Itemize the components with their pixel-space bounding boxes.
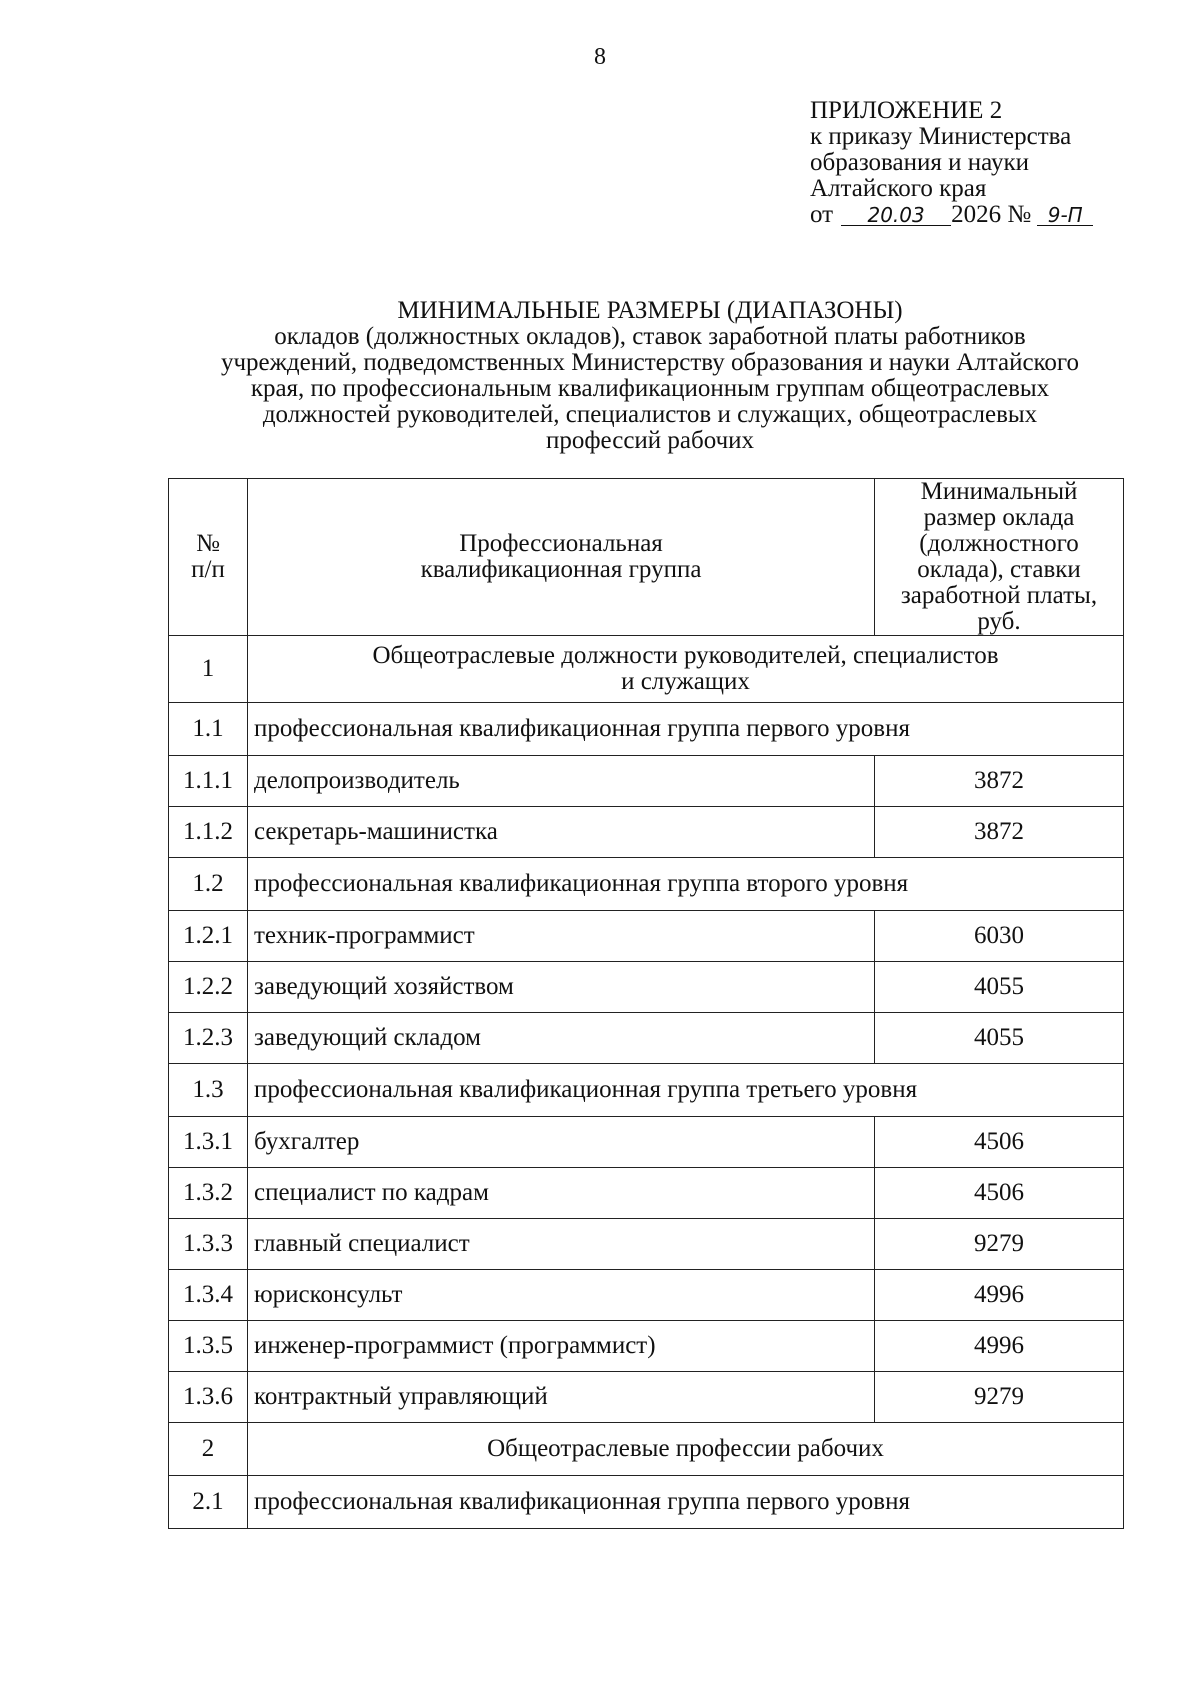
row-number: 1.3.3 (169, 1219, 248, 1270)
group-row (169, 1064, 1124, 1117)
section-number: 2 (169, 1423, 248, 1476)
row-salary: 4055 (875, 1013, 1124, 1064)
title-line: окладов (должностных окладов), ставок заработной платы работников (274, 323, 1026, 350)
row-salary: 6030 (875, 911, 1124, 962)
appendix-date-line (810, 202, 1093, 228)
table-row (169, 962, 1124, 1013)
appendix-line: Алтайского края (810, 175, 987, 202)
row-number: 1.2.1 (169, 911, 248, 962)
row-salary: 4506 (875, 1117, 1124, 1168)
title-line: должностей руководителей, специалистов и служащих, общеотраслевых (262, 401, 1038, 428)
row-number: 1.3.5 (169, 1321, 248, 1372)
table-row (169, 1013, 1124, 1064)
title-line: края, по профессиональным квалификационным группам общеотраслевых (250, 375, 1050, 402)
group-row (169, 1476, 1124, 1529)
row-position: контрактный управляющий (248, 1372, 875, 1423)
appendix-block (810, 98, 1093, 228)
row-salary: 4506 (875, 1168, 1124, 1219)
group-number: 1.1 (169, 703, 248, 756)
row-number: 1.3.1 (169, 1117, 248, 1168)
table-row (169, 1270, 1124, 1321)
row-position: инженер-программист (программист) (248, 1321, 875, 1372)
row-number: 1.3.4 (169, 1270, 248, 1321)
row-number: 1.3.2 (169, 1168, 248, 1219)
row-position: заведующий хозяйством (248, 962, 875, 1013)
section-name: Общеотраслевые должности руководителей, специалистов и служащих (248, 636, 1124, 703)
group-row (169, 858, 1124, 911)
row-number: 1.2.3 (169, 1013, 248, 1064)
row-salary: 4996 (875, 1321, 1124, 1372)
appendix-line: образования и науки (810, 149, 1029, 176)
table-header-row (169, 479, 1124, 636)
row-position: заведующий складом (248, 1013, 875, 1064)
salary-table (168, 478, 1124, 1529)
group-number: 1.3 (169, 1064, 248, 1117)
row-position: специалист по кадрам (248, 1168, 875, 1219)
row-position: секретарь-машинистка (248, 807, 875, 858)
header-group: Профессиональная квалификационная группа (248, 479, 875, 636)
header-salary: Минимальный размер оклада (должностного оклада), ставки заработной платы, руб. (875, 479, 1124, 636)
table-row (169, 911, 1124, 962)
section-number: 1 (169, 636, 248, 703)
appendix-title: ПРИЛОЖЕНИЕ 2 (810, 97, 1003, 124)
group-number: 1.2 (169, 858, 248, 911)
group-name: профессиональная квалификационная группа первого уровня (248, 1476, 1124, 1529)
table-row (169, 1168, 1124, 1219)
row-number: 1.1.1 (169, 756, 248, 807)
title-line: учреждений, подведомственных Министерству образования и науки Алтайского (220, 349, 1080, 376)
table-row (169, 807, 1124, 858)
row-number: 1.3.6 (169, 1372, 248, 1423)
row-position: юрисконсульт (248, 1270, 875, 1321)
title-heading: МИНИМАЛЬНЫЕ РАЗМЕРЫ (ДИАПАЗОНЫ) (397, 297, 903, 324)
table-row (169, 1117, 1124, 1168)
row-position: бухгалтер (248, 1117, 875, 1168)
row-salary: 9279 (875, 1219, 1124, 1270)
page-number: 8 (594, 44, 606, 70)
group-number: 2.1 (169, 1476, 248, 1529)
handwritten-date: 20.03 (841, 205, 951, 226)
order-year: 2026 № (951, 201, 1032, 228)
section-name: Общеотраслевые профессии рабочих (248, 1423, 1124, 1476)
table-row (169, 1372, 1124, 1423)
row-salary: 4055 (875, 962, 1124, 1013)
row-salary: 3872 (875, 807, 1124, 858)
section-row (169, 1423, 1124, 1476)
table-row (169, 756, 1124, 807)
row-position: делопроизводитель (248, 756, 875, 807)
document-title (160, 298, 1140, 454)
title-line: профессий рабочих (545, 427, 755, 454)
group-name: профессиональная квалификационная группа второго уровня (248, 858, 1124, 911)
row-salary: 9279 (875, 1372, 1124, 1423)
row-salary: 3872 (875, 756, 1124, 807)
header-number: № п/п (169, 479, 248, 636)
group-name: профессиональная квалификационная группа третьего уровня (248, 1064, 1124, 1117)
row-salary: 4996 (875, 1270, 1124, 1321)
row-number: 1.2.2 (169, 962, 248, 1013)
group-row (169, 703, 1124, 756)
row-position: техник-программист (248, 911, 875, 962)
table-row (169, 1219, 1124, 1270)
appendix-line: к приказу Министерства (810, 123, 1072, 150)
row-number: 1.1.2 (169, 807, 248, 858)
group-name: профессиональная квалификационная группа первого уровня (248, 703, 1124, 756)
table-row (169, 1321, 1124, 1372)
section-row (169, 636, 1124, 703)
date-prefix: от (810, 201, 834, 228)
handwritten-order-number: 9-П (1037, 205, 1093, 226)
row-position: главный специалист (248, 1219, 875, 1270)
